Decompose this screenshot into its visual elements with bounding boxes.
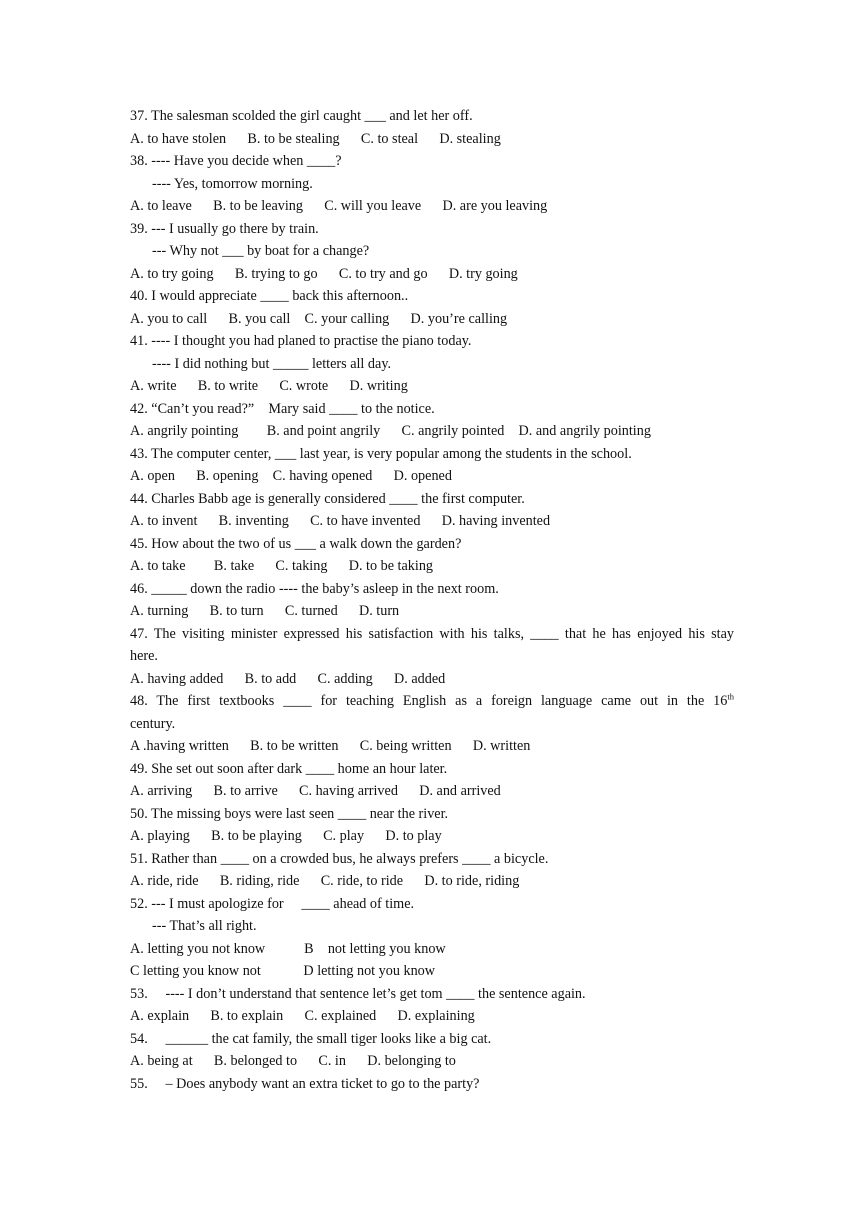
options-54: A. being at B. belonged to C. in D. belonging to xyxy=(130,1053,456,1069)
question-46: 46. _____ down the radio ---- the baby’s asleep in the next room. xyxy=(130,580,499,597)
question-48 xyxy=(130,690,734,713)
question-50: 50. The missing boys were last seen ____ near the river. xyxy=(130,805,449,822)
question-54: 54. ______ the cat family, the small tiger looks like a big cat. xyxy=(130,1030,492,1047)
options-53: A. explain B. to explain C. explained D. explaining xyxy=(130,1008,475,1024)
options-52-ab: A. letting you not know B not letting you know xyxy=(130,940,446,957)
options-40: A. you to call B. you call C. your calling D. you’re calling xyxy=(130,310,508,327)
question-45: 45. How about the two of us ___ a walk down the garden? xyxy=(130,535,462,552)
ordinal-suffix: th xyxy=(727,691,734,702)
dialogue-39: --- Why not ___ by boat for a change? xyxy=(152,243,370,259)
dialogue-41: ---- I did nothing but _____ letters all day. xyxy=(152,355,392,372)
dialogue-38: ---- Yes, tomorrow morning. xyxy=(152,175,313,192)
options-52-cd: C letting you know not D letting not you know xyxy=(130,963,436,979)
question-40: 40. I would appreciate ____ back this afternoon.. xyxy=(130,288,409,304)
question-41: 41. ---- I thought you had planed to practise the piano today. xyxy=(130,333,472,349)
question-42: 42. “Can’t you read?” Mary said ____ to the notice. xyxy=(130,400,435,417)
options-47: A. having added B. to add C. adding D. added xyxy=(130,670,446,687)
options-42: A. angrily pointing B. and point angrily C. angrily pointed D. and angrily pointing xyxy=(130,423,651,439)
options-38: A. to leave B. to be leaving C. will you leave D. are you leaving xyxy=(130,198,548,214)
options-50: A. playing B. to be playing C. play D. to play xyxy=(130,828,442,844)
question-38: 38. ---- Have you decide when ____? xyxy=(130,153,342,169)
options-45: A. to take B. take C. taking D. to be taking xyxy=(130,558,434,574)
question-47-continued: here. xyxy=(130,648,158,664)
options-51: A. ride, ride B. riding, ride C. ride, to ride D. to ride, riding xyxy=(130,873,520,889)
question-48-continued: century. xyxy=(130,715,176,732)
question-39: 39. --- I usually go there by train. xyxy=(130,220,319,237)
options-39: A. to try going B. trying to go C. to try and go D. try going xyxy=(130,265,518,282)
question-53: 53. ---- I don’t understand that sentence let’s get tom ____ the sentence again. xyxy=(130,985,586,1002)
options-43: A. open B. opening C. having opened D. opened xyxy=(130,468,452,484)
options-41: A. write B. to write C. wrote D. writing xyxy=(130,378,408,394)
question-48-text: 48. The first textbooks ____ for teaching English as a foreign language came out in the 16 xyxy=(130,693,728,709)
question-52: 52. --- I must apologize for ____ ahead of time. xyxy=(130,895,415,912)
question-list xyxy=(130,105,734,1095)
dialogue-52: --- That’s all right. xyxy=(152,918,257,934)
question-51: 51. Rather than ____ on a crowded bus, he always prefers ____ a bicycle. xyxy=(130,850,549,867)
question-49: 49. She set out soon after dark ____ home an hour later. xyxy=(130,760,448,777)
question-55: 55. – Does anybody want an extra ticket to go to the party? xyxy=(130,1075,480,1092)
question-37: 37. The salesman scolded the girl caught ___ and let her off. xyxy=(130,108,473,124)
options-48: A .having written B. to be written C. being written D. written xyxy=(130,738,531,754)
options-49: A. arriving B. to arrive C. having arrived D. and arrived xyxy=(130,783,501,799)
options-46: A. turning B. to turn C. turned D. turn xyxy=(130,603,400,619)
options-44: A. to invent B. inventing C. to have invented D. having invented xyxy=(130,513,551,529)
question-44: 44. Charles Babb age is generally considered ____ the first computer. xyxy=(130,490,525,507)
question-43: 43. The computer center, ___ last year, is very popular among the students in the school. xyxy=(130,445,632,462)
question-47: 47. The visiting minister expressed his satisfaction with his talks, ____ that he has enjoyed his stay xyxy=(130,625,734,642)
options-37: A. to have stolen B. to be stealing C. to steal D. stealing xyxy=(130,130,501,147)
